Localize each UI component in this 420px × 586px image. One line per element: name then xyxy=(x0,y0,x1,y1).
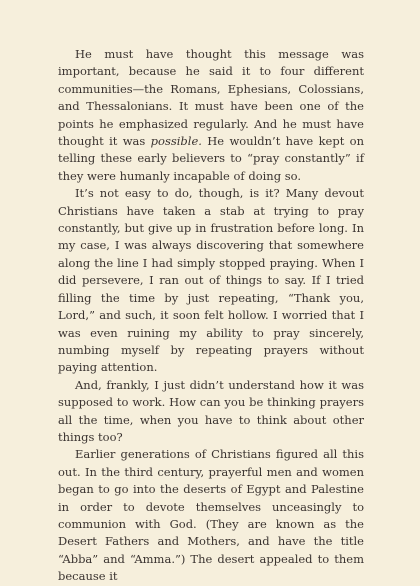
paragraph-1-emphasis: possible. xyxy=(150,134,202,149)
paragraph-4: Earlier generations of Christians figured all this out. In the third century, prayerful men and women began to go into the deserts of Egypt and Palestine in order to devote themselves unceasingly to communion with God. (They are known as the Desert Fathers and Mothers, and have the title “Abba” and “Amma.”) The desert appealed to them because it xyxy=(58,447,364,584)
paragraph-1-text-before: He must have thought this message was important, because he said it to four different communities—the Romans, Ephesians, Colossians, and Thessalonians. It must have been one of the points he emphasized regularly. And he must have thought it was xyxy=(58,47,364,149)
paragraph-3: And, frankly, I just didn’t understand how it was supposed to work. How can you be thinking prayers all the time, when you have to think about other things too? xyxy=(58,377,364,444)
paragraph-1 xyxy=(58,46,364,185)
paragraph-2: It’s not easy to do, though, is it? Many devout Christians have taken a stab at trying to pray constantly, but give up in frustration before long. In my case, I was always discovering that somewhere along the line I had simply stopped praying. When I did persevere, I ran out of things to say. If I tried filling the time by just repeating, “Thank you, Lord,” and such, it soon felt hollow. I worried that I was even ruining my ability to pray sincerely, numbing myself by repeating prayers without paying attention. xyxy=(58,186,364,375)
paragraph-1-text-after: He wouldn’t have kept on telling these early believers to “pray constantly” if they were humanly incapable of doing so. xyxy=(58,134,364,183)
